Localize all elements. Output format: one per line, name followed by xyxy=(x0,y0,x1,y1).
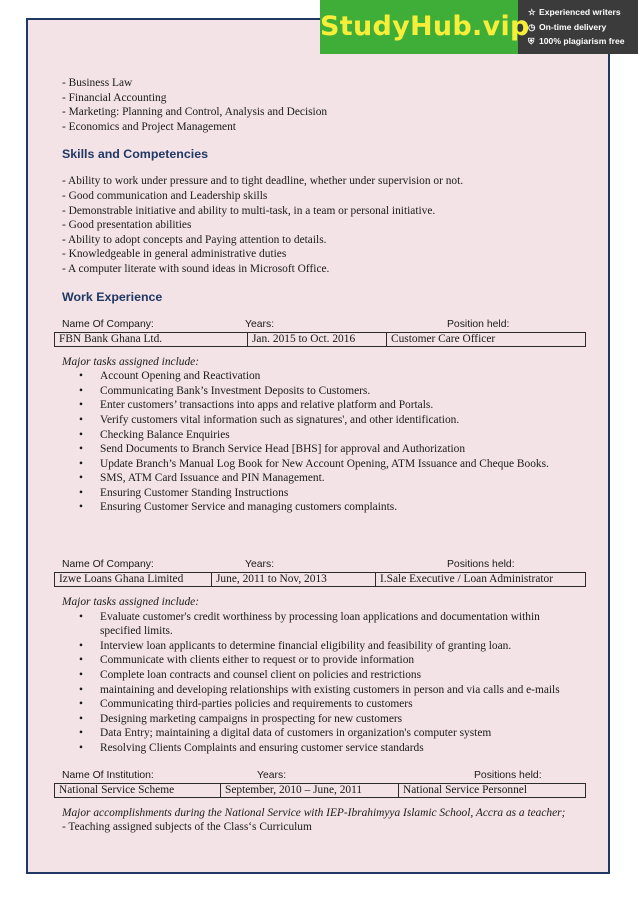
task-item: • Communicate with clients either to request or to provide information xyxy=(62,653,592,668)
course-item: - Business Law xyxy=(62,77,133,89)
studyhub-logo[interactable]: StudyHub.vip xyxy=(320,0,518,54)
task-item: • Resolving Clients Complaints and ensuring customer service standards xyxy=(62,741,592,756)
company-cell: FBN Bank Ghana Ltd. xyxy=(59,332,163,345)
company-cell: Izwe Loans Ghana Limited xyxy=(59,573,184,586)
job-table-header xyxy=(62,557,592,572)
skill-item: - Knowledgeable in general administrative duties xyxy=(62,248,287,261)
skill-item: - A computer literate with sound ideas in Microsoft Office. xyxy=(62,262,330,275)
years-cell: September, 2010 – June, 2011 xyxy=(220,784,398,797)
years-cell: Jan. 2015 to Oct. 2016 xyxy=(247,333,386,346)
position-cell: Customer Care Officer xyxy=(386,333,585,346)
job-table-row xyxy=(54,332,586,347)
task-item: • SMS, ATM Card Issuance and PIN Management. xyxy=(62,471,592,486)
skill-item: - Good presentation abilities xyxy=(62,219,192,232)
skill-item: - Good communication and Leadership skills xyxy=(62,189,268,202)
feature-item xyxy=(528,34,625,49)
task-item: • Enter customers’ transactions into apps and relative platform and Portals. xyxy=(62,398,592,413)
task-item: • Verify customers vital information such as signatures', and other identification. xyxy=(62,413,592,428)
skill-item: - Demonstrable initiative and ability to multi-task, in a team or personal initiative. xyxy=(62,204,436,217)
task-item: • Evaluate customer's credit worthiness by processing loan applications and documentation within specified limits. xyxy=(62,610,592,639)
skills-list xyxy=(62,174,592,276)
job-table-header xyxy=(62,317,592,332)
position-cell: I.Sale Executive / Loan Administrator xyxy=(375,573,585,586)
course-item: - Economics and Project Management xyxy=(62,120,236,133)
studyhub-banner[interactable] xyxy=(320,0,638,54)
company-header: Name Of Company: xyxy=(62,318,154,330)
task-item: • Ensuring Customer Service and managing customers complaints. xyxy=(62,500,592,515)
task-item: • Interview loan applicants to determine financial eligibility and feasibility of granting loan. xyxy=(62,639,592,654)
feature-item xyxy=(528,20,625,35)
institution-header: Name Of Institution: xyxy=(62,769,154,781)
accomplishments-label: Major accomplishments during the National Service with IEP-Ibrahimyya Islamic School, Accra as a teacher; xyxy=(62,806,566,819)
task-list xyxy=(62,369,592,515)
task-item: • Checking Balance Enquiries xyxy=(62,428,592,443)
skill-item: - Ability to adopt concepts and Paying attention to details. xyxy=(62,233,327,246)
star-icon: ☆ xyxy=(528,7,536,17)
task-item: • Send Documents to Branch Service Head [BHS] for approval and Authorization xyxy=(62,442,592,457)
position-header: Position held: xyxy=(447,318,510,330)
position-header: Positions held: xyxy=(447,559,515,571)
feature-text: Experienced writers xyxy=(539,7,621,17)
task-list xyxy=(62,610,592,756)
years-header: Years: xyxy=(257,769,287,781)
company-header: Name Of Company: xyxy=(62,559,154,571)
feature-list xyxy=(528,5,625,49)
feature-text: 100% plagiarism free xyxy=(539,36,625,46)
task-item: • Data Entry; maintaining a digital data of customers in organization's computer system xyxy=(62,726,592,741)
resume-content xyxy=(59,76,592,835)
tasks-label: Major tasks assigned include: xyxy=(62,596,199,609)
accomplishment-item: - Teaching assigned subjects of the Class‘s Curriculum xyxy=(62,821,312,834)
task-item: • maintaining and developing relationships with existing customers in person and via calls and e-mails xyxy=(62,683,592,698)
institution-cell: National Service Scheme xyxy=(59,783,175,796)
task-item: • Account Opening and Reactivation xyxy=(62,369,592,384)
task-item: • Communicating Bank’s Investment Deposits to Customers. xyxy=(62,384,592,399)
years-header: Years: xyxy=(245,559,275,571)
task-item: • Update Branch’s Manual Log Book for New Account Opening, ATM Issuance and Cheque Books. xyxy=(62,457,592,472)
position-header: Positions held: xyxy=(474,769,542,781)
clock-icon: ◷ xyxy=(528,21,536,32)
job-table-row xyxy=(54,572,586,587)
service-table-header xyxy=(62,768,592,783)
tasks-label: Major tasks assigned include: xyxy=(62,355,199,368)
skills-heading: Skills and Competencies xyxy=(62,147,208,162)
feature-item xyxy=(528,5,625,20)
work-experience-heading: Work Experience xyxy=(62,289,163,304)
task-item: • Ensuring Customer Standing Instructions xyxy=(62,486,592,501)
skill-item: - Ability to work under pressure and to tight deadline, whether under supervision or not. xyxy=(62,175,464,188)
service-table-row xyxy=(54,783,586,798)
years-header: Years: xyxy=(245,318,275,330)
task-item: • Complete loan contracts and counsel client on policies and restrictions xyxy=(62,668,592,683)
task-item: • Designing marketing campaigns in prospecting for new customers xyxy=(62,712,592,727)
course-item: - Marketing: Planning and Control, Analysis and Decision xyxy=(62,106,328,119)
years-cell: June, 2011 to Nov, 2013 xyxy=(211,573,375,586)
shield-icon: ⛨ xyxy=(528,36,535,46)
course-item: - Financial Accounting xyxy=(62,91,167,104)
task-item: • Communicating third-parties policies and requirements to customers xyxy=(62,697,592,712)
course-list xyxy=(62,76,592,134)
feature-text: On-time delivery xyxy=(539,21,607,32)
position-cell: National Service Personnel xyxy=(398,784,585,797)
